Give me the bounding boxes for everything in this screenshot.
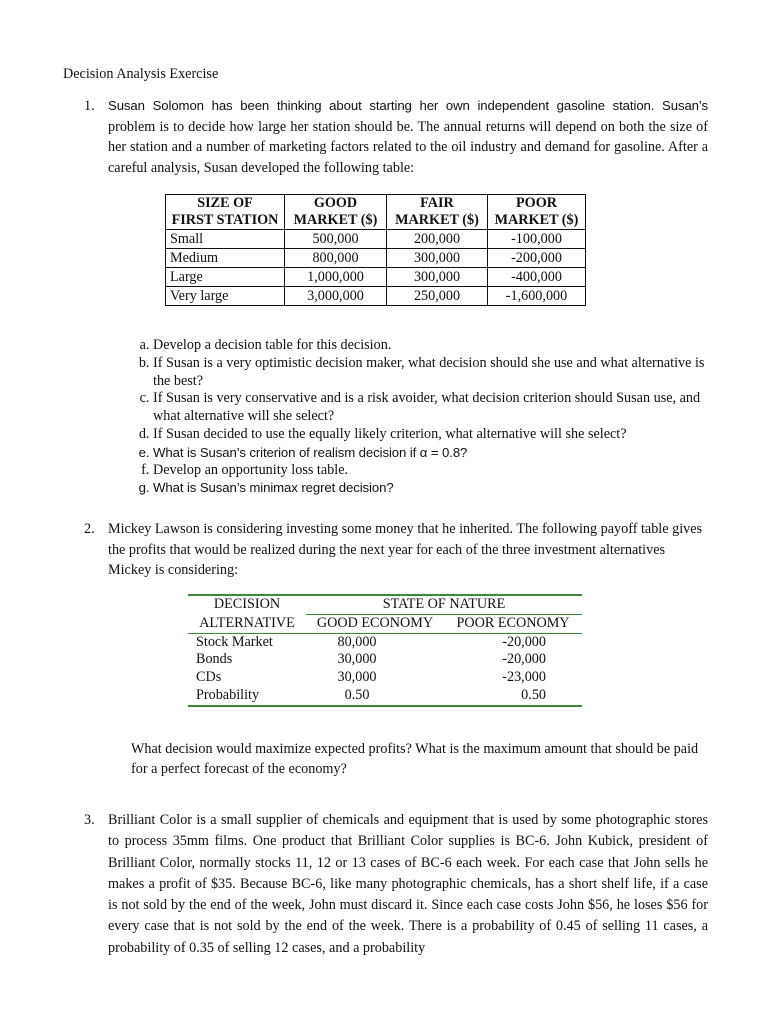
question-text-lead: Susan Solomon has been thinking about starting her own independent gasoline station. Susan’s [108,98,708,113]
table-cell: 500,000 [285,230,387,249]
header-cell: SIZE OF [166,195,285,213]
table-cell: Small [166,230,285,249]
header-cell: FAIR [387,195,488,213]
table-row [188,651,582,669]
header-cell: GOOD [285,195,387,213]
table-cell: Large [166,268,285,287]
list-item: b. If Susan is a very optimistic decision maker, what decision should she use and what alternative is the best? [153,355,713,391]
header-cell: DECISION [213,596,281,613]
header-cell: FIRST STATION [166,212,285,230]
table-row [188,669,582,687]
table-cell: 200,000 [387,230,488,249]
question-number: 2. [84,521,95,537]
table-cell: Stock Market [196,633,273,650]
table-cell: 30,000 [337,651,377,668]
table-cell: 0.50 [521,686,546,703]
table-cell: -400,000 [488,268,586,287]
table-row [188,687,582,706]
table-cell: 300,000 [387,268,488,287]
question-number: 1. [84,98,95,114]
list-item: d. If Susan decided to use the equally likely criterion, what alternative will she select? [153,426,713,444]
sub-question-list [130,337,713,497]
table-cell: 300,000 [387,249,488,268]
table-row [166,249,586,268]
table-cell: Bonds [196,651,233,668]
question-text-rest: problem is to decide how large her station should be. The annual returns will depend on both the size of her station and a number of marketing factors related to the oil industry and demand for gasoline. After a careful analysis, Susan developed the following table: [108,118,708,176]
question-text: Brilliant Color is a small supplier of chemicals and equipment that is used by some photographic stores to process 35mm films. One product that Brilliant Color supplies is BC-6. John Kubick, president of Brilliant Color, normally stocks 11, 12 or 13 cases of BC-6 each week. For each case that John sells he makes a profit of $35. Because BC-6, like many photographic chemicals, has a short shelf life, if a case is not sold by the end of the week, John must discard it. Since each case costs John $56, he loses $56 for every case that is not sold by the end of the week. There is a probability of 0.45 of selling 11 cases, a probability of 0.35 of selling 12 cases, and a probability [108,812,708,956]
list-item: c. If Susan is very conservative and is a risk avoider, what decision criterion should Susan use, and what alternative will she select? [153,390,713,426]
table-cell: -200,000 [488,249,586,268]
document-title: Decision Analysis Exercise [63,66,219,82]
header-cell: POOR [488,195,586,213]
payoff-table-1 [165,194,586,306]
header-cell: MARKET ($) [285,212,387,230]
question-1 [84,96,708,178]
table-cell: 30,000 [337,669,377,686]
question-2 [84,519,708,581]
table-cell: -20,000 [502,633,546,650]
question-number: 3. [84,812,95,828]
table-cell: 80,000 [337,633,377,650]
table-header-row [166,212,586,230]
table-header-row [188,614,582,633]
question-2-followup: What decision would maximize expected profits? What is the maximum amount that should be paid for a perfect forecast of the economy? [131,741,699,777]
question-text: Mickey Lawson is considering investing some money that he inherited. The following payoff table gives the profits that would be realized during the next year for each of the three investment alternatives Mickey is considering: [108,521,703,579]
table-cell: -1,600,000 [488,287,586,306]
table-row [166,287,586,306]
table-cell: -100,000 [488,230,586,249]
list-item: a. Develop a decision table for this decision. [153,337,713,355]
table-cell: Probability [196,686,260,703]
table-cell: 1,000,000 [285,268,387,287]
header-cell: ALTERNATIVE [188,614,306,633]
question-3 [84,810,708,959]
table-row [166,230,586,249]
table-cell: Medium [166,249,285,268]
table-cell: CDs [196,669,222,686]
table-cell: -23,000 [502,669,546,686]
table-cell: 3,000,000 [285,287,387,306]
table-row [188,633,582,651]
table-cell: 0.50 [344,686,370,703]
list-item: e. What is Susan’s criterion of realism decision if α = 0.8? [153,444,713,462]
header-cell: MARKET ($) [488,212,586,230]
payoff-table-2 [188,594,582,707]
table-cell: 800,000 [285,249,387,268]
header-cell: GOOD ECONOMY [306,614,444,633]
table-row [166,268,586,287]
list-item: f. Develop an opportunity loss table. [153,462,713,480]
table-cell: -20,000 [502,651,546,668]
header-cell: POOR ECONOMY [444,614,582,633]
header-cell: MARKET ($) [387,212,488,230]
table-header-row [166,195,586,213]
table-header-row [188,595,582,614]
table-cell: Very large [166,287,285,306]
question-text [108,96,708,178]
header-cell: STATE OF NATURE [306,595,582,614]
table-cell: 250,000 [387,287,488,306]
list-item: g. What is Susan’s minimax regret decision? [153,479,713,497]
